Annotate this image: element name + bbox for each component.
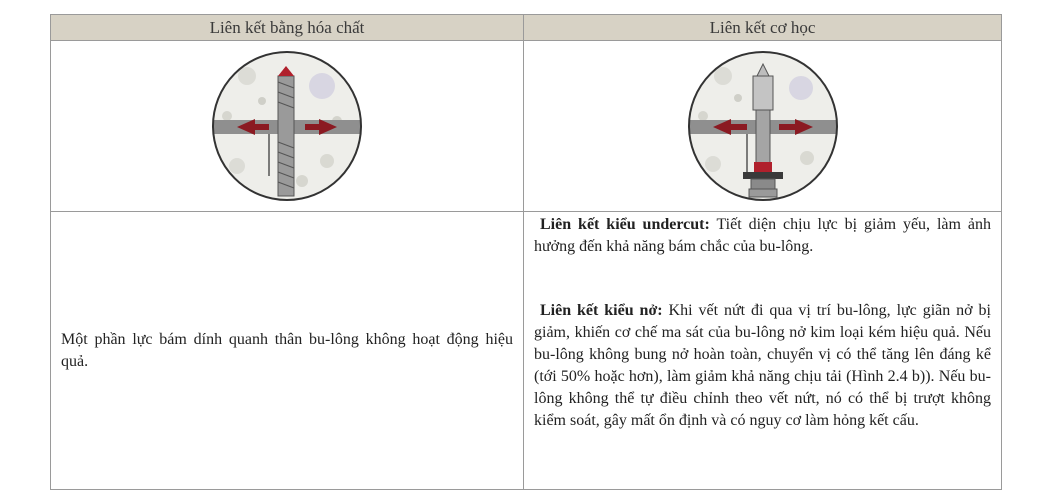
- mechanical-anchor-illustration: [683, 46, 843, 206]
- chemical-description: Một phần lực bám dính quanh thân bu-lông không hoạt động hiệu quả.: [61, 330, 513, 370]
- chemical-description-cell: [51, 212, 524, 490]
- mechanical-description-cell: [524, 212, 1002, 490]
- text-row: [51, 212, 1002, 490]
- table-header-row: [51, 15, 1002, 41]
- header-mechanical: Liên kết cơ học: [524, 15, 1002, 41]
- undercut-paragraph: [534, 214, 991, 258]
- image-row: [51, 41, 1002, 212]
- expansion-title: Liên kết kiểu nở:: [540, 302, 663, 319]
- expansion-paragraph: [534, 300, 991, 432]
- expansion-text: Khi vết nứt đi qua vị trí bu-lông, lực giãn nở bị giảm, khiến cơ chế ma sát của bu-lông nở kim loại kém hiệu quả. Nếu bu-lông không bung nở hoàn toàn, chuyển vị có thể tăng lên đáng kể (tới 50% hoặc hơn), làm giảm khả năng chịu tải (Hình 2.4 b)). Nếu bu-lông không thể tự điều chỉnh theo vết nứt, nó có thể bị trượt không kiểm soát, gây mất ổn định và có nguy cơ làm hỏng kết cấu.: [534, 302, 991, 429]
- undercut-title: Liên kết kiểu undercut:: [540, 216, 710, 233]
- chemical-anchor-cell: [51, 41, 524, 212]
- mechanical-anchor-cell: [524, 41, 1002, 212]
- header-chemical: Liên kết bằng hóa chất: [51, 15, 524, 41]
- chemical-anchor-illustration: [207, 46, 367, 206]
- undercut-text: Tiết diện chịu lực bị giảm yếu, làm ảnh hưởng đến khả năng bám chắc của bu-lông.: [534, 216, 991, 255]
- comparison-table: [50, 14, 1002, 490]
